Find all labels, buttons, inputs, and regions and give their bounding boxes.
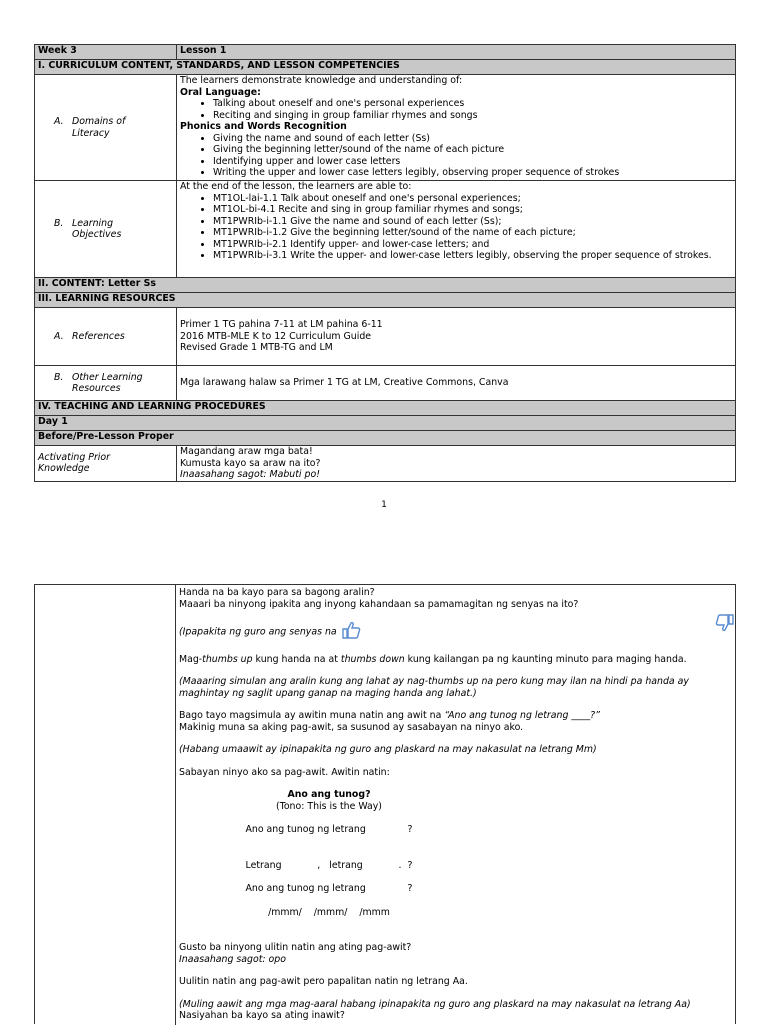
section-procedures-heading: IV. TEACHING AND LEARNING PROCEDURES xyxy=(35,401,736,416)
references-label: References xyxy=(72,330,125,342)
list-item: • Giving the beginning letter/sound of the name of each picture xyxy=(213,144,732,156)
list-item: • Reciting and singing in group familiar rhymes and songs xyxy=(213,110,732,122)
day-heading: Day 1 xyxy=(35,416,736,431)
list-item: • MT1PWRIb-i-3.1 Write the upper- and lower-case letters legibly, observing the proper sequence of strokes. xyxy=(213,250,732,262)
before-lesson-heading: Before/Pre-Lesson Proper xyxy=(35,431,736,446)
activating-content-cell: Magandang araw mga bata! Kumusta kayo sa araw na ito? Inaasahang sagot: Mabuti po! xyxy=(177,446,736,482)
song-tune: (Tono: This is the Way) xyxy=(276,800,382,812)
week-cell: Week 3 xyxy=(35,45,177,60)
activating-label: Activating Prior Knowledge xyxy=(38,451,110,475)
domains-label-cell: A. Domains of Literacy xyxy=(35,75,177,181)
lesson-plan-page-1 xyxy=(34,44,736,482)
list-item: • MT1OL-lai-1.1 Talk about oneself and one's personal experiences; xyxy=(213,193,732,205)
page-number: 1 xyxy=(381,500,387,510)
list-item: • Identifying upper and lower case letters xyxy=(213,156,732,168)
thumbs-down-icon xyxy=(714,614,736,637)
list-item: • MT1PWRIb-i-2.1 Identify upper- and lower-case letters; and xyxy=(213,239,732,251)
list-item: • MT1PWRIb-i-1.2 Give the beginning letter/sound of the name of each picture; xyxy=(213,227,732,239)
page2-content: Handa na ba kayo para sa bagong aralin? Maaari ba ninyong ipakita ang inyong kahandaan sa pamamagitan ng senyas na ito? (Ipapakita ng guro ang senyas na Mag-thumbs up kung handa na at thumbs down kung kailangan pa ng kaunting minuto para maging handa. (Maaaring simulan ang aralin kung ang lahat ay nag-thumbs up na pero kung may ilan na hindi pa handa ay maghintay ng saglit upang ganap na maging handa ang lahat.) Bago tayo magsimula ay awitin muna natin ang awit na “Ano ang tunog ng letrang ____?” Makinig muna sa aking pag-awit, sa susunod ay sasabayan na ninyo ako. (Habang umaawit ay ipinapakita ng guro ang plaskard na may nakasulat na letrang Mm) Sabayan ninyo ako sa pag-awit. Awitin natin: Ano ang tunog? (Tono: This is the Way) Ano ang tunog ng letrang ? Letrang , letrang . ? Ano ang tunog ng letrang ? /mmm/ /mmm/ /mmm Gusto ba ninyong ulitin natin ang ating pag-awit? Inaasahang sagot: opo Uulitin natin ang pag-awit pero papalitan natin ng letrang Aa. (Muling aawit ang mga mag-aaral habang ipinapakita ng guro ang plaskard na may nakasulat na letrang Aa) Nasiyahan ba kayo sa ating inawit? xyxy=(179,587,691,1021)
section-resources-heading: III. LEARNING RESOURCES xyxy=(35,293,736,308)
objectives-label: Learning Objectives xyxy=(72,217,122,240)
page2-left-column xyxy=(35,585,176,1025)
objectives-content-cell: At the end of the lesson, the learners are able to: • MT1OL-lai-1.1 Talk about oneself and one's personal experiences; • MT1OL-bi-4.1 Recite and sing in group familiar rhymes and songs; • MT1PWRIb-i-1.1 Give the name and sound of each letter (Ss); • MT1PWRIb-i-1.2 Give the beginning letter/sound of the name of each picture; • MT1PWRIb-i-2.1 Identify upper- and lower-case letters; and • MT1PWRIb-i-3.1 Write the upper- and lower-case letters legibly, observing the proper sequence of strokes. xyxy=(177,181,736,278)
lesson-cell: Lesson 1 xyxy=(177,45,736,60)
activating-label-cell xyxy=(35,446,177,482)
song-title: Ano ang tunog? xyxy=(287,789,371,800)
other-resources-label: Other Learning Resources xyxy=(72,371,143,394)
expected-answer: Inaasahang sagot: Mabuti po! xyxy=(180,469,320,480)
domains-label: Domains of Literacy xyxy=(72,116,126,139)
thumbs-up-icon xyxy=(340,621,362,643)
lesson-plan-page-2 xyxy=(34,584,736,1024)
section-curriculum-heading: I. CURRICULUM CONTENT, STANDARDS, AND LESSON COMPETENCIES xyxy=(35,60,736,75)
list-item: • MT1PWRIb-i-1.1 Give the name and sound of each letter (Ss); xyxy=(213,216,732,228)
song-block: Ano ang tunog? (Tono: This is the Way) Ano ang tunog ng letrang ? Letrang , letrang . ? Ano ang tunog ng letrang ? /mmm/ /mmm/ /mmm xyxy=(179,789,479,918)
other-resources-label-cell: B. Other Learning Resources xyxy=(35,366,177,401)
lesson-plan-table xyxy=(34,44,736,482)
list-item: • Talking about oneself and one's personal experiences xyxy=(213,98,732,110)
domains-content-cell: The learners demonstrate knowledge and understanding of: Oral Language: • Talking about oneself and one's personal experiences • Reciting and singing in group familiar rhymes and songs Phonics and Words Recognition • Giving the name and sound of each letter (Ss) • Giving the beginning letter/sound of the name of each picture • Identifying upper and lower case letters • Writing the upper and lower case letters legibly, observing proper sequence of strokes xyxy=(177,75,736,181)
phonics-heading: Phonics and Words Recognition xyxy=(180,121,347,132)
objectives-label-cell: B. Learning Objectives xyxy=(35,181,177,278)
list-item: • Giving the name and sound of each letter (Ss) xyxy=(213,133,732,145)
references-label-cell: A. References xyxy=(35,308,177,366)
section-content-heading: II. CONTENT: Letter Ss xyxy=(35,278,736,293)
list-item: • Writing the upper and lower case letters legibly, observing proper sequence of strokes xyxy=(213,167,732,179)
references-content-cell: Primer 1 TG pahina 7-11 at LM pahina 6-11 2016 MTB-MLE K to 12 Curriculum Guide Revised Grade 1 MTB-TG and LM xyxy=(177,308,736,366)
other-resources-content-cell: Mga larawang halaw sa Primer 1 TG at LM, Creative Commons, Canva xyxy=(177,366,736,401)
oral-language-heading: Oral Language: xyxy=(180,86,261,98)
list-item: • MT1OL-bi-4.1 Recite and sing in group familiar rhymes and songs; xyxy=(213,204,732,216)
